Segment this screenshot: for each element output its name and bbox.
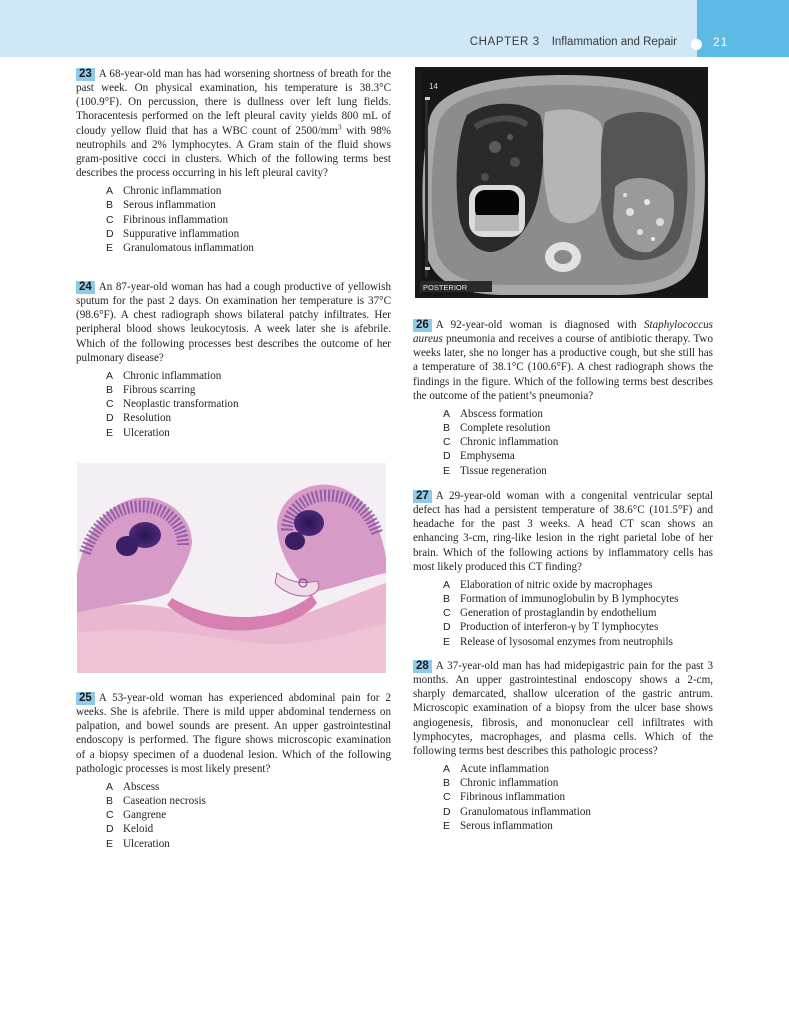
question-number: 28 [413, 660, 432, 673]
chest-ct-image [415, 67, 708, 298]
histology-image [77, 463, 386, 673]
question-26 [413, 318, 713, 478]
question-stem: 24 An 87-year-old woman has had a cough productive of yellowish sputum for the past 2 days. On examination her temperature is 37°C (98.6°F). A chest radiograph shows bilateral patchy infiltrates. Her peripheral blood shows leukocytosis. A week later she is afebrile. Which of the following processes best describes the outcome of her pulmonary disease? [76, 281, 391, 364]
chapter-title: Inflammation and Repair [551, 36, 677, 48]
question-25 [76, 691, 391, 851]
question-stem: 27 A 29-year-old woman with a congenital ventricular septal defect has had a persistent temperature of 38.6°C (101.5°F) and headache for the past 3 weeks. A head CT scan shows an enhancing 3-cm, ring-like lesion in the right parietal lobe of her brain. Which of the following actions by inflammatory cells has most likely produced this CT finding? [413, 490, 713, 573]
answer-option[interactable]: D Granulomatous inflammation [443, 805, 591, 818]
header-corner-tab [697, 0, 789, 57]
question-number: 27 [413, 490, 432, 503]
answer-option[interactable]: E Ulceration [106, 837, 170, 850]
answer-option[interactable]: B Complete resolution [443, 422, 551, 435]
question-stem: 25 A 53-year-old woman has experienced abdominal pain for 2 weeks. She is afebrile. There is mild upper abdominal tenderness on palpation, and bowel sounds are present. An upper gastrointestinal endoscopy is performed. The figure shows microscopic examination of a biopsy specimen of a duodenal lesion. Which of the following pathologic processes is most likely present? [76, 692, 391, 775]
answer-option[interactable]: D Suppurative inflammation [106, 227, 240, 240]
answer-options [106, 369, 391, 440]
answer-option[interactable]: E Tissue regeneration [443, 464, 547, 477]
answer-option[interactable]: D Keloid [106, 823, 154, 836]
answer-options [443, 578, 713, 649]
answer-option[interactable]: D Production of interferon-γ by T lymphocytes [443, 621, 659, 634]
answer-option[interactable]: C Fibrinous inflammation [106, 213, 229, 226]
answer-option[interactable]: C Neoplastic transformation [106, 398, 239, 411]
answer-option[interactable]: B Serous inflammation [106, 199, 216, 212]
running-header [470, 36, 677, 48]
answer-option[interactable]: C Chronic inflammation [443, 436, 559, 449]
header-band [0, 0, 697, 57]
page-number: 21 [713, 35, 729, 49]
answer-options [106, 184, 391, 255]
answer-option[interactable]: A Chronic inflammation [106, 185, 222, 198]
answer-option[interactable]: E Ulceration [106, 426, 170, 439]
answer-option[interactable]: A Abscess formation [443, 407, 543, 420]
answer-option[interactable]: E Release of lysosomal enzymes from neutrophils [443, 635, 673, 648]
answer-option[interactable]: A Chronic inflammation [106, 369, 222, 382]
answer-options [443, 407, 713, 478]
question-number: 26 [413, 319, 432, 332]
answer-option[interactable]: D Resolution [106, 412, 172, 425]
answer-option[interactable]: A Acute inflammation [443, 763, 550, 776]
question-23 [76, 67, 391, 255]
answer-option[interactable]: D Emphysema [443, 450, 515, 463]
answer-option[interactable]: B Formation of immunoglobulin by B lymphocytes [443, 593, 679, 606]
ct-orientation-label: POSTERIOR [423, 283, 468, 292]
answer-option[interactable]: C Gangrene [106, 809, 167, 822]
answer-options [443, 762, 713, 833]
question-stem: 28 A 37-year-old man has had midepigastric pain for the past 3 months. An upper gastrointestinal endoscopy shows a 2-cm, sharply demarcated, shallow ulceration of the gastric antrum. Microscopic examination of a biopsy from the ulcer base shows angiogenesis, fibrosis, and mononuclear cell infiltrates with lymphocytes, macrophages, and plasma cells. Which of the following terms best describes this pathologic process? [413, 660, 713, 757]
answer-options [106, 780, 391, 851]
ct-marker-number: 14 [429, 82, 438, 91]
answer-option[interactable]: A Elaboration of nitric oxide by macrophages [443, 578, 653, 591]
answer-option[interactable]: C Fibrinous inflammation [443, 791, 566, 804]
header-dot-icon [691, 39, 702, 50]
question-number: 25 [76, 692, 95, 705]
chapter-label: CHAPTER 3 [469, 36, 540, 48]
histology-micrograph [77, 463, 386, 673]
question-number: 24 [76, 281, 95, 294]
question-24 [76, 280, 391, 440]
question-27 [413, 489, 713, 649]
answer-option[interactable]: C Generation of prostaglandin by endothelium [443, 607, 657, 620]
question-stem: 26 A 92-year-old woman is diagnosed with Staphylococcus aureus pneumonia and receives a course of antibiotic therapy. Two weeks later, she no longer has a productive cough, but she still has a temperature of 38.1°C (100.6°F). A chest radiograph shows the findings in the figure. Which of the following terms best describes the outcome of the patient’s pneumonia? [413, 319, 713, 402]
answer-option[interactable]: B Chronic inflammation [443, 777, 559, 790]
question-number: 23 [76, 68, 95, 81]
answer-option[interactable]: B Fibrous scarring [106, 384, 196, 397]
answer-option[interactable]: B Caseation necrosis [106, 795, 206, 808]
answer-option[interactable]: E Granulomatous inflammation [106, 241, 254, 254]
answer-option[interactable]: A Abscess [106, 780, 160, 793]
answer-option[interactable]: E Serous inflammation [443, 819, 553, 832]
ct-scan-image [415, 67, 708, 298]
question-28 [413, 659, 713, 833]
question-stem: 23 A 68-year-old man has had worsening shortness of breath for the past week. On physical examination, his temperature is 38.3°C (100.9°F). On percussion, there is dullness over left lung fields. Thoracentesis performed on the left pleural cavity yields 800 mL of cloudy yellow fluid that has a WBC count of $2500/mm^3$ with 98% neutrophils and 2% lymphocytes. A Gram stain of the fluid shows gram-positive cocci in clusters. Which of the following terms best describes the process occurring in his left pleural cavity? [76, 68, 391, 180]
